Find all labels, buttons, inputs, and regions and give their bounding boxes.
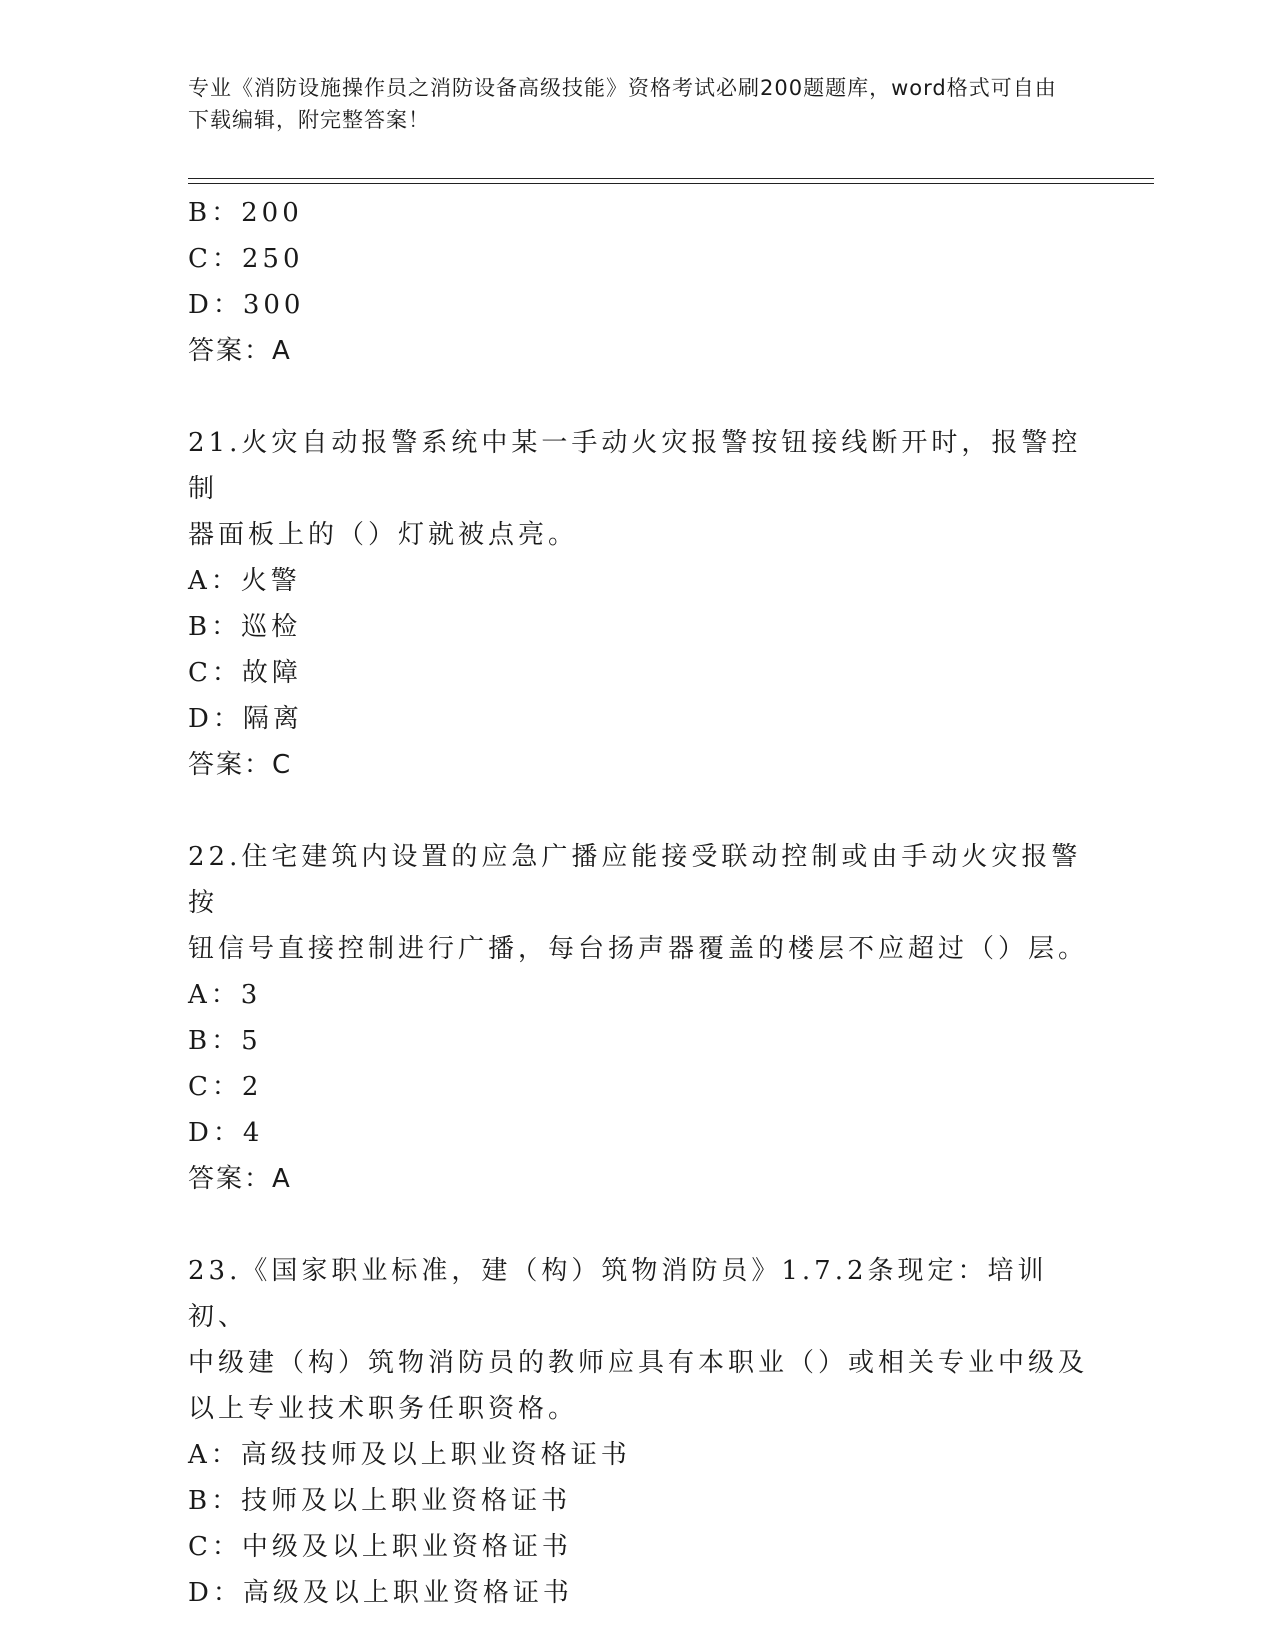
option-d: D：隔离 (188, 704, 303, 734)
option-b: B：技师及以上职业资格证书 (188, 1486, 572, 1516)
answer-line: 答案：C (188, 750, 293, 780)
question-content (188, 190, 1088, 1616)
option-d: D：300 (188, 290, 305, 320)
header-divider-bottom (188, 183, 1154, 184)
question-text-line: 器面板上的（）灯就被点亮。 (188, 520, 579, 550)
answer-line: 答案：A (188, 1164, 292, 1194)
question-text-line: 以上专业技术职务任职资格。 (188, 1394, 579, 1424)
option-b: B：200 (188, 198, 303, 228)
header-divider-top (188, 178, 1154, 179)
question-text-line: 钮信号直接控制进行广播，每台扬声器覆盖的楼层不应超过（）层。 (188, 934, 1089, 964)
option-a: A：高级技师及以上职业资格证书 (188, 1440, 631, 1470)
question-21 (188, 420, 1088, 788)
answer-line: 答案：A (188, 336, 292, 366)
option-c: C：中级及以上职业资格证书 (188, 1532, 572, 1562)
option-b: B：5 (188, 1026, 262, 1056)
question-text-line: 21.火灾自动报警系统中某一手动火灾报警按钮接线断开时，报警控制 (188, 428, 1082, 504)
option-a: A：3 (188, 980, 262, 1010)
option-d: D：高级及以上职业资格证书 (188, 1578, 573, 1608)
question-text-line: 22.住宅建筑内设置的应急广播应能接受联动控制或由手动火灾报警按 (188, 842, 1082, 918)
question-text-line: 23.《国家职业标准，建（构）筑物消防员》1.7.2条现定：培训初、 (188, 1256, 1048, 1332)
document-header: 专业《消防设施操作员之消防设备高级技能》资格考试必刷200题题库，word格式可自由下载编辑，附完整答案！ (188, 76, 1057, 132)
question-23 (188, 1248, 1088, 1616)
option-c: C：故障 (188, 658, 302, 688)
question-text-line: 中级建（构）筑物消防员的教师应具有本职业（）或相关专业中级及 (188, 1348, 1089, 1378)
previous-question-tail (188, 190, 1088, 374)
option-a: A：火警 (188, 566, 301, 596)
question-22 (188, 834, 1088, 1202)
option-d: D：4 (188, 1118, 264, 1148)
option-c: C：250 (188, 244, 304, 274)
option-b: B：巡检 (188, 612, 302, 642)
option-c: C：2 (188, 1072, 263, 1102)
